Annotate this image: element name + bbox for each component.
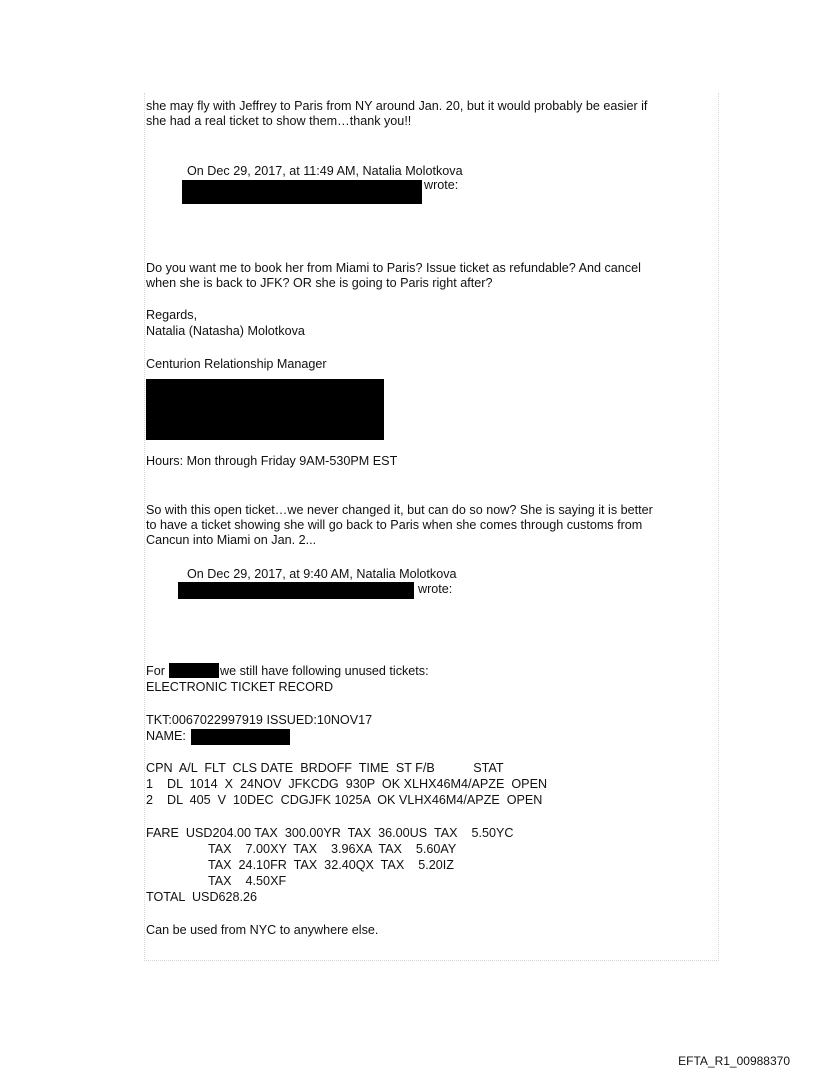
intro-line-1: she may fly with Jeffrey to Paris from NY around Jan. 20, but it would probably be easier if xyxy=(146,99,648,113)
regards: Regards, xyxy=(146,308,198,322)
quote1-wrote: wrote: xyxy=(424,178,459,192)
quote2-wrote: wrote: xyxy=(418,582,453,596)
bates-number: EFTA_R1_00988370 xyxy=(678,1054,790,1068)
redaction-block xyxy=(146,379,384,440)
ticket-line: TKT:0067022997919 ISSUED:10NOV17 xyxy=(146,713,373,727)
for-suffix: we still have following unused tickets: xyxy=(220,664,429,678)
tax-line-3: TAX 4.50XF xyxy=(208,874,287,888)
for-prefix: For xyxy=(146,664,165,678)
record-title: ELECTRONIC TICKET RECORD xyxy=(146,680,334,694)
quote1-header: On Dec 29, 2017, at 11:49 AM, Natalia Molotkova xyxy=(187,164,463,178)
open-ticket-line-3: Cancun into Miami on Jan. 2... xyxy=(146,533,317,547)
total: TOTAL USD628.26 xyxy=(146,890,258,904)
redaction-block xyxy=(169,663,219,678)
table-header: CPN A/L FLT CLS DATE BRDOFF TIME ST F/B STAT xyxy=(146,761,504,775)
question-line-2: when she is back to JFK? OR she is going to Paris right after? xyxy=(146,276,493,290)
tax-line-2: TAX 24.10FR TAX 32.40QX TAX 5.20IZ xyxy=(208,858,454,872)
signature-name: Natalia (Natasha) Molotkova xyxy=(146,324,305,338)
tax-line-1: TAX 7.00XY TAX 3.96XA TAX 5.60AY xyxy=(208,842,457,856)
hours: Hours: Mon through Friday 9AM-530PM EST xyxy=(146,454,398,468)
name-label: NAME: xyxy=(146,729,186,743)
redaction-block xyxy=(178,582,414,599)
question-line-1: Do you want me to book her from Miami to Paris? Issue ticket as refundable? And cancel xyxy=(146,261,641,275)
closing-line: Can be used from NYC to anywhere else. xyxy=(146,923,379,937)
redaction-block xyxy=(191,729,290,745)
fare-line: FARE USD204.00 TAX 300.00YR TAX 36.00US TAX 5.50YC xyxy=(146,826,514,840)
open-ticket-line-2: to have a ticket showing she will go back to Paris when she comes through customs from xyxy=(146,518,643,532)
signature-title: Centurion Relationship Manager xyxy=(146,357,327,371)
ticket-row-2: 2 DL 405 V 10DEC CDGJFK 1025A OK VLHX46M4/APZE OPEN xyxy=(146,793,543,807)
intro-line-2: she had a real ticket to show them…thank you!! xyxy=(146,114,412,128)
ticket-row-1: 1 DL 1014 X 24NOV JFKCDG 930P OK XLHX46M4/APZE OPEN xyxy=(146,777,548,791)
open-ticket-line-1: So with this open ticket…we never changed it, but can do so now? She is saying it is better xyxy=(146,503,653,517)
quote2-header: On Dec 29, 2017, at 9:40 AM, Natalia Molotkova xyxy=(187,567,457,581)
redaction-block xyxy=(182,180,422,204)
